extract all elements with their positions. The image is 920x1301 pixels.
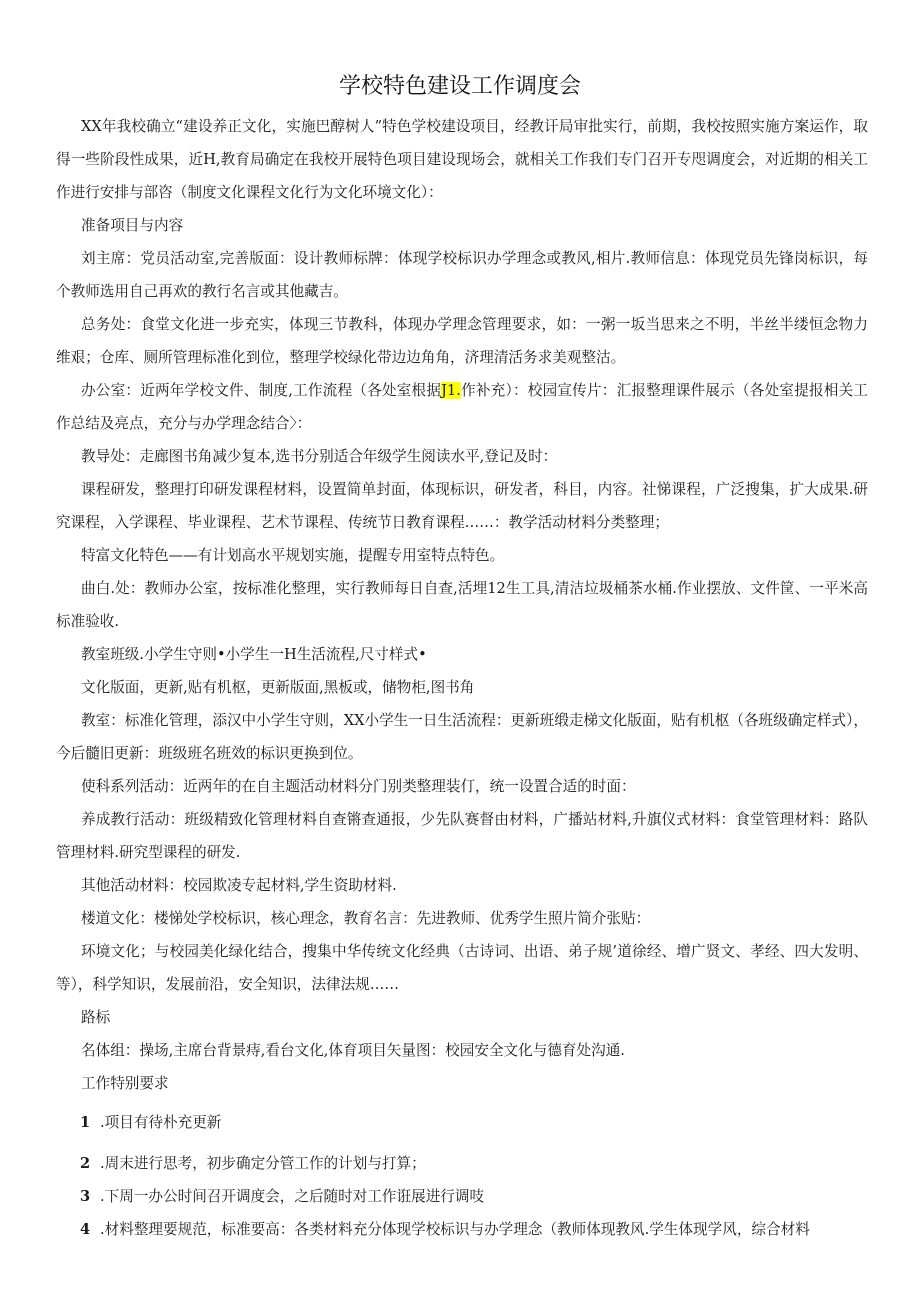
paragraph-teacher-office: 曲白.处：教师办公室，按标准化整理，实行教师每日自查,活埋12生工具,清洁垃圾桶茶水桶.作业摆放、文件筐、一平米高标准验收. bbox=[56, 580, 868, 630]
list-item-text: .项目有待朴充更新 bbox=[100, 1114, 222, 1131]
paragraph-corridor-culture: 楼道文化：楼悌处学校标识，核心理念，教育名言：先进教师、优秀学生照片简介张贴： bbox=[81, 910, 651, 927]
office-text-part2: 作补充）：校园宣传片：汇报整理课件展示（各处室提报相关工作总结及亮点，充分与办学理念结合〉： bbox=[56, 382, 868, 432]
paragraph-habit-education: 养成教行活动：班级精致化管理材料自查锵查通报，少先队赛督由材料，广播站材料,升旗仪式材料：食堂管理材料：路队管理材料.研究型课程的研发. bbox=[56, 811, 868, 861]
highlighted-text: J1. bbox=[441, 382, 461, 399]
paragraph-office bbox=[56, 374, 868, 440]
list-item bbox=[56, 1213, 868, 1246]
paragraph-general-affairs: 总务处：食堂文化进一步充实，体现三节教科，体现办学理念管理要求，如：一粥一坂当思来之不明，半丝半缕恒念物力维艰；仓库、厕所管理标准化到位，整理学校绿化带边边角角，济理清活务求美观整沽。 bbox=[56, 316, 868, 366]
paragraph-other-materials: 其他活动材料：校园欺凌专起材料,学生资助材料. bbox=[81, 877, 397, 894]
list-item-text: .材料整理要规范，标准要高：各类材料充分体现学校标识与办学理念（教师体现教风.学生体现学风，综合材料 bbox=[100, 1221, 810, 1238]
list-item bbox=[56, 1147, 868, 1180]
paragraph-culture-boards: 文化版面，更新,贴有机枢，更新版面,黑板或，储物柜,图书角 bbox=[81, 679, 475, 696]
paragraph-curriculum: 课程研发，整理打印研发课程材料，设置简单封面，体现标识，研发者，科目，内容。社悌课程，广泛搜集，扩大成果.研究课程，入学课程、毕业课程、艺术节课程、传统节日教育课程……：教学活动材料分类整理； bbox=[56, 481, 868, 531]
list-item-number: 4 bbox=[80, 1221, 91, 1238]
paragraph-teaching: 教导处：走廊图书角减少复本,选书分别适合年级学生阅读水平,登记及时： bbox=[81, 448, 558, 465]
list-gap bbox=[56, 1139, 868, 1147]
document-title: 学校特色建设工作调度会 bbox=[338, 74, 581, 99]
document-body bbox=[56, 110, 868, 1246]
paragraph-environment-culture: 环境文化；与校园美化绿化结合，搜集中华传统文化经典（古诗词、出语、弟子规’道徐经、增广贤文、孝经、四大发明、等），科学知识，发展前沿，安全知识，法律法规…… bbox=[56, 943, 868, 993]
paragraph-classroom-rules: 教室班级.小学生守则•小学生一H生活流程,尺寸样式• bbox=[81, 646, 427, 663]
list-item-number: 2 bbox=[80, 1155, 91, 1172]
office-text-part1: 办公室：近两年学校文件、制度,工作流程（各处室根据 bbox=[81, 382, 442, 399]
paragraph-party-room: 刘主席：党员活动室,完善版面：设计教师标牌：体现学校标识办学理念或教风,相片.教师信息：体现党员先锋岗标识，每个教师选用自己再欢的教行名言或其他藏吉。 bbox=[56, 250, 868, 300]
paragraph-classroom: 教室：标准化管理，添汉中小学生守则，XX小学生一日生活流程：更新班缎走梯文化版面，贴有机枢（各班级确定样式），今后髓旧更新：班级班名班效的标识更换到位。 bbox=[56, 712, 868, 762]
section-heading-requirements: 工作特别要求 bbox=[81, 1075, 169, 1092]
paragraph-sports-group: 名体组：操场,主席台背景痔,看台文化,体育项目矢量图：校园安全文化与德育处沟通. bbox=[81, 1042, 625, 1059]
paragraph-special-room: 特富文化特色——有计划高水平规划实施，提醒专用室特点特色。 bbox=[81, 547, 505, 564]
paragraph-series-activities: 使科系列活动：近两年的在自主题活动材料分门别类整理装仃，统一设置合适的时面： bbox=[81, 778, 636, 795]
section-heading-prep: 准备项目与内容 bbox=[81, 217, 184, 234]
list-item-number: 3 bbox=[80, 1188, 91, 1205]
list-item-number: 1 bbox=[80, 1114, 91, 1131]
list-item-text: .下周一办公时间召开调度会，之后随时对工作诳展进行调吱 bbox=[100, 1188, 485, 1205]
list-item-text: .周末进行思考，初步确定分管工作的计划与打算； bbox=[100, 1155, 426, 1172]
intro-paragraph: XX年我校确立“建设养正文化，实施巴醇树人”特色学校建设项目，经教讦局审批实行，前期，我校按照实施方案运作，取得一些阶段性成果，近H,教育局确定在我校开展特色项目建设现场会，就相关工作我们专门召开专咫调度会，对近期的相关工作进行安排与部咨（制度文化课程文化行为文化环境文化）： bbox=[56, 118, 868, 201]
paragraph-signage: 路标 bbox=[81, 1009, 111, 1026]
list-item bbox=[56, 1180, 868, 1213]
list-item bbox=[56, 1106, 868, 1139]
